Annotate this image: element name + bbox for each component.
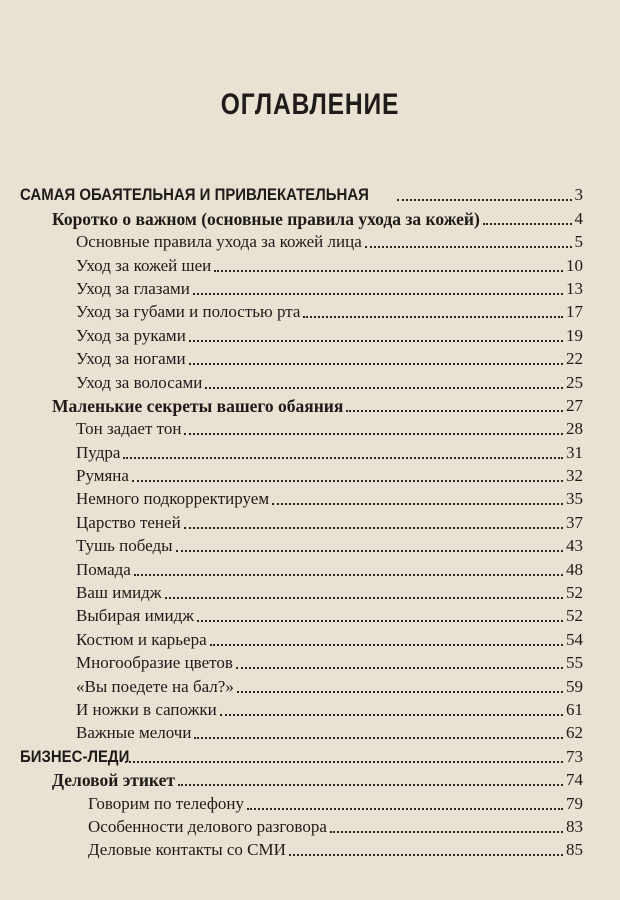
toc-entry-title: Основные правила ухода за кожей лица (76, 232, 362, 252)
toc-entry[interactable] (0, 743, 583, 766)
toc-entry[interactable] (0, 205, 583, 228)
dot-leader (132, 480, 563, 482)
dot-leader (193, 293, 563, 295)
toc-entry-page: 85 (566, 840, 583, 860)
toc-entry-title: Тушь победы (76, 536, 173, 556)
dot-leader (178, 784, 563, 786)
toc-entry[interactable] (0, 416, 583, 439)
dot-leader (220, 714, 563, 716)
toc-entry[interactable] (0, 252, 583, 275)
toc-entry[interactable] (0, 837, 583, 860)
toc-entry[interactable] (0, 463, 583, 486)
toc-entry-page: 17 (566, 302, 583, 322)
toc-entry-title: Уход за волосами (76, 372, 203, 392)
toc-entry-title: Маленькие секреты вашего обаяния (52, 395, 344, 416)
toc-entry-page: 52 (566, 583, 583, 603)
toc-entry-title: Ваш имидж (76, 583, 162, 603)
dot-leader (134, 574, 563, 576)
toc-entry-title: Говорим по телефону (88, 793, 245, 813)
toc-entry-page: 32 (566, 466, 583, 486)
toc-entry-title: Уход за ногами (76, 349, 186, 369)
dot-leader (237, 691, 563, 693)
dot-leader (330, 831, 563, 833)
toc-entry-page: 74 (566, 770, 583, 790)
dot-leader (483, 223, 572, 225)
toc-entry[interactable] (0, 393, 583, 416)
toc-entry[interactable] (0, 673, 583, 696)
toc-entry-title: Особенности делового разговора (88, 816, 327, 836)
dot-leader (197, 620, 563, 622)
toc-entry-title: Многообразие цветов (76, 653, 233, 673)
page-title: ОГЛАВЛЕНИЕ (220, 88, 400, 121)
toc-entry-page: 55 (566, 653, 583, 673)
toc-entry-page: 13 (566, 278, 583, 298)
toc-entry-page: 79 (566, 793, 583, 813)
dot-leader (236, 667, 563, 669)
dot-leader (184, 433, 563, 435)
toc-entry-page: 3 (574, 185, 583, 205)
dot-leader (165, 597, 563, 599)
toc-entry-title: Уход за губами и полостью рта (76, 302, 301, 322)
toc-entry-title: Помада (76, 559, 131, 579)
dot-leader (272, 503, 563, 505)
toc-entry-page: 83 (566, 816, 583, 836)
toc-entry-page: 27 (566, 395, 583, 415)
dot-leader (189, 340, 563, 342)
dot-leader (210, 644, 563, 646)
toc-entry[interactable] (0, 439, 583, 462)
dot-leader (346, 410, 563, 412)
toc-entry-page: 22 (566, 349, 583, 369)
toc-entry-page: 35 (566, 489, 583, 509)
toc-entry-page: 28 (566, 419, 583, 439)
toc-entry-title: И ножки в сапожки (76, 699, 217, 719)
dot-leader (184, 527, 563, 529)
toc-entry-title: Уход за глазами (76, 278, 190, 298)
dot-leader (289, 854, 563, 856)
toc-entry-title: Уход за руками (76, 325, 186, 345)
toc-entry-title: Пудра (76, 442, 121, 462)
toc-entry-page: 5 (574, 232, 583, 252)
toc-entry[interactable] (0, 509, 583, 532)
toc-entry-title: Деловые контакты со СМИ (88, 840, 286, 860)
toc-entry-page: 25 (566, 372, 583, 392)
toc-entry-page: 61 (566, 699, 583, 719)
toc-entry[interactable] (0, 556, 583, 579)
dot-leader (194, 737, 563, 739)
dot-leader (247, 808, 563, 810)
toc-entry[interactable] (0, 533, 583, 556)
toc-entry[interactable] (0, 626, 583, 649)
toc-entry[interactable] (0, 650, 583, 673)
toc-entry-page: 19 (566, 325, 583, 345)
toc-entry-title: Царство теней (76, 512, 181, 532)
toc-entry-page: 4 (574, 208, 583, 228)
toc-entry[interactable] (0, 580, 583, 603)
toc-entry-page: 10 (566, 255, 583, 275)
toc-entry-title: «Вы поедете на бал?» (76, 676, 234, 696)
toc-entry[interactable] (0, 229, 583, 252)
toc-entry-title: САМАЯ ОБАЯТЕЛЬНАЯ И ПРИВЛЕКАТЕЛЬНАЯ (20, 185, 369, 205)
toc-entry[interactable] (0, 697, 583, 720)
toc-entry-page: 62 (566, 723, 583, 743)
toc-entry[interactable] (0, 299, 583, 322)
toc-entry-page: 48 (566, 559, 583, 579)
dot-leader (176, 550, 563, 552)
dot-leader (397, 199, 571, 201)
toc-entry-page: 73 (566, 746, 583, 766)
toc-entry[interactable] (0, 346, 583, 369)
toc-entry-title: Тон задает тон (76, 419, 182, 439)
toc-entry-page: 52 (566, 606, 583, 626)
toc-entry[interactable] (0, 603, 583, 626)
toc-entry-title: БИЗНЕС-ЛЕДИ (20, 746, 130, 766)
toc-entry[interactable] (0, 276, 583, 299)
toc-entry-page: 43 (566, 536, 583, 556)
toc-entry[interactable] (0, 369, 583, 392)
dot-leader (189, 363, 563, 365)
dot-leader (123, 457, 563, 459)
toc-entry[interactable] (0, 486, 583, 509)
toc-entry-page: 37 (566, 512, 583, 532)
toc-entry-title: Выбирая имидж (76, 606, 194, 626)
toc-entry-title: Коротко о важном (основные правила ухода за кожей) (52, 208, 480, 229)
toc-entry[interactable] (0, 182, 583, 205)
toc-entry-page: 59 (566, 676, 583, 696)
dot-leader (214, 270, 563, 272)
dot-leader (365, 246, 572, 248)
toc-entry[interactable] (0, 814, 583, 837)
toc-entry-page: 54 (566, 629, 583, 649)
toc-entry[interactable] (0, 767, 583, 790)
toc-entry[interactable] (0, 720, 583, 743)
toc-entry-title: Важные мелочи (76, 723, 192, 743)
toc-entry-title: Костюм и карьера (76, 629, 207, 649)
dot-leader (205, 387, 563, 389)
dot-leader (125, 761, 563, 763)
toc-entry-title: Румяна (76, 466, 129, 486)
table-of-contents (0, 182, 620, 860)
toc-entry-title: Немного подкорректируем (76, 489, 270, 509)
toc-entry[interactable] (0, 790, 583, 813)
toc-entry-title: Уход за кожей шеи (76, 255, 212, 275)
dot-leader (303, 316, 563, 318)
toc-entry-page: 31 (566, 442, 583, 462)
toc-entry[interactable] (0, 322, 583, 345)
toc-entry-title: Деловой этикет (52, 770, 175, 791)
